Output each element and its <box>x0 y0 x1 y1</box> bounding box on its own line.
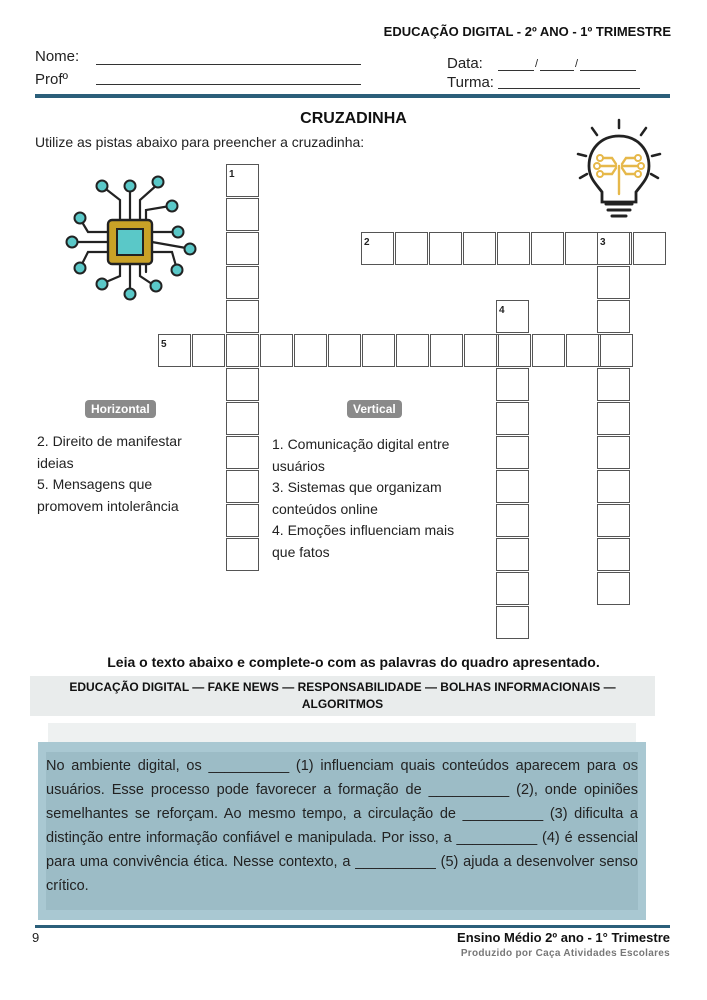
date-label: Data: <box>447 55 483 72</box>
footer-course: Ensino Médio 2º ano - 1° Trimestre <box>457 930 670 945</box>
class-field[interactable] <box>498 88 640 89</box>
class-label: Turma: <box>447 74 494 91</box>
crossword-cell[interactable] <box>498 334 531 367</box>
crossword-cell[interactable] <box>226 368 259 401</box>
crossword-number-5: 5 <box>161 339 167 350</box>
crossword-cell[interactable] <box>496 606 529 639</box>
crossword-cell[interactable] <box>226 436 259 469</box>
crossword-cell[interactable] <box>496 436 529 469</box>
crossword-cell[interactable] <box>597 436 630 469</box>
crossword-number-1: 1 <box>229 169 235 180</box>
clue-h2: 2. Direito de manifestar ideias <box>37 433 182 471</box>
page-number: 9 <box>32 930 40 945</box>
crossword-cell[interactable] <box>497 232 530 265</box>
crossword-cell[interactable] <box>396 334 429 367</box>
clue-h5: 5. Mensagens que promovem intolerância <box>37 476 179 514</box>
instructions: Utilize as pistas abaixo para preencher a cruzadinha: <box>35 134 365 150</box>
crossword-cell[interactable] <box>226 470 259 503</box>
crossword-cell[interactable] <box>496 470 529 503</box>
crossword-cell[interactable] <box>192 334 225 367</box>
crossword-cell[interactable] <box>597 504 630 537</box>
teacher-label: Profº <box>35 71 68 88</box>
footer-producer: Produzido por Caça Atividades Escolares <box>460 948 670 959</box>
page-title: CRUZADINHA <box>300 110 407 127</box>
crossword-cell[interactable] <box>531 232 564 265</box>
name-label: Nome: <box>35 48 80 65</box>
crossword-number-3: 3 <box>600 237 606 248</box>
crossword-cell[interactable] <box>597 538 630 571</box>
crossword-cell[interactable] <box>496 572 529 605</box>
word-bank <box>30 676 655 716</box>
crossword-cell[interactable] <box>328 334 361 367</box>
crossword-cell[interactable] <box>260 334 293 367</box>
date-slash: / <box>575 58 579 70</box>
lightbulb-circuit-icon <box>572 118 666 226</box>
crossword-cell[interactable] <box>429 232 462 265</box>
fill-in-paragraph: No ambiente digital, os __________ (1) influenciam quais conteúdos aparecem para os usuários. Esse processo pode favorecer a formação de __________ (2), onde opiniões semelhantes se reforçam. Ao mesmo tempo, a circulação de __________ (3) dificulta a distinção entre informação confiável e manipulada. Por isso, a __________ (4) é essencial para uma convivência ética. Nesse contexto, a __________ (5) ajuda a desenvolver senso crítico. <box>46 758 638 894</box>
crossword-cell[interactable] <box>464 334 497 367</box>
crossword-cell[interactable] <box>597 266 630 299</box>
crossword-cell[interactable] <box>597 300 630 333</box>
crossword-cell[interactable] <box>597 368 630 401</box>
date-day-field[interactable] <box>498 70 534 71</box>
crossword-cell[interactable] <box>565 232 598 265</box>
crossword-cell[interactable] <box>226 232 259 265</box>
header-title: EDUCAÇÃO DIGITAL - 2º ANO - 1º TRIMESTRE <box>383 24 671 39</box>
crossword-cell[interactable] <box>600 334 633 367</box>
horizontal-badge: Horizontal <box>85 400 156 418</box>
crossword-cell[interactable] <box>633 232 666 265</box>
crossword-number-2: 2 <box>364 237 370 248</box>
name-field[interactable] <box>96 64 361 65</box>
crossword-cell[interactable] <box>496 402 529 435</box>
crossword-cell[interactable] <box>226 334 259 367</box>
crossword-cell[interactable] <box>496 504 529 537</box>
fill-in-text-box <box>38 742 646 920</box>
date-month-field[interactable] <box>540 70 574 71</box>
crossword-cell[interactable] <box>294 334 327 367</box>
crossword-cell[interactable] <box>597 402 630 435</box>
header-divider <box>35 94 670 98</box>
horizontal-clues <box>37 431 222 517</box>
crossword-cell[interactable] <box>226 402 259 435</box>
crossword-cell[interactable] <box>597 572 630 605</box>
crossword-cell[interactable] <box>532 334 565 367</box>
crossword-cell[interactable] <box>496 368 529 401</box>
clue-v3: 3. Sistemas que organizam conteúdos online <box>272 479 442 517</box>
word-bank-line: EDUCAÇÃO DIGITAL — FAKE NEWS — RESPONSABILIDADE — BOLHAS INFORMACIONAIS — <box>69 680 616 694</box>
crossword-number-4: 4 <box>499 305 505 316</box>
word-bank-line: ALGORITMOS <box>301 697 384 711</box>
crossword-cell[interactable] <box>226 300 259 333</box>
date-slash: / <box>535 58 539 70</box>
footer-divider <box>35 925 670 928</box>
crossword-cell[interactable] <box>597 470 630 503</box>
teacher-field[interactable] <box>96 84 361 85</box>
vertical-badge: Vertical <box>347 400 402 418</box>
vertical-clues <box>272 434 497 563</box>
crossword-cell[interactable] <box>430 334 463 367</box>
reading-instruction: Leia o texto abaixo e complete-o com as palavras do quadro apresentado. <box>107 654 600 670</box>
crossword-cell[interactable] <box>226 538 259 571</box>
date-year-field[interactable] <box>580 70 636 71</box>
clue-v4: 4. Emoções influenciam mais que fatos <box>272 522 455 560</box>
crossword-cell[interactable] <box>496 538 529 571</box>
circuit-chip-icon <box>62 172 198 302</box>
crossword-cell[interactable] <box>395 232 428 265</box>
crossword-cell[interactable] <box>226 266 259 299</box>
crossword-cell[interactable] <box>226 504 259 537</box>
crossword-cell[interactable] <box>566 334 599 367</box>
crossword-cell[interactable] <box>226 198 259 231</box>
crossword-cell[interactable] <box>463 232 496 265</box>
clue-v1: 1. Comunicação digital entre usuários <box>272 436 450 474</box>
crossword-cell[interactable] <box>362 334 395 367</box>
